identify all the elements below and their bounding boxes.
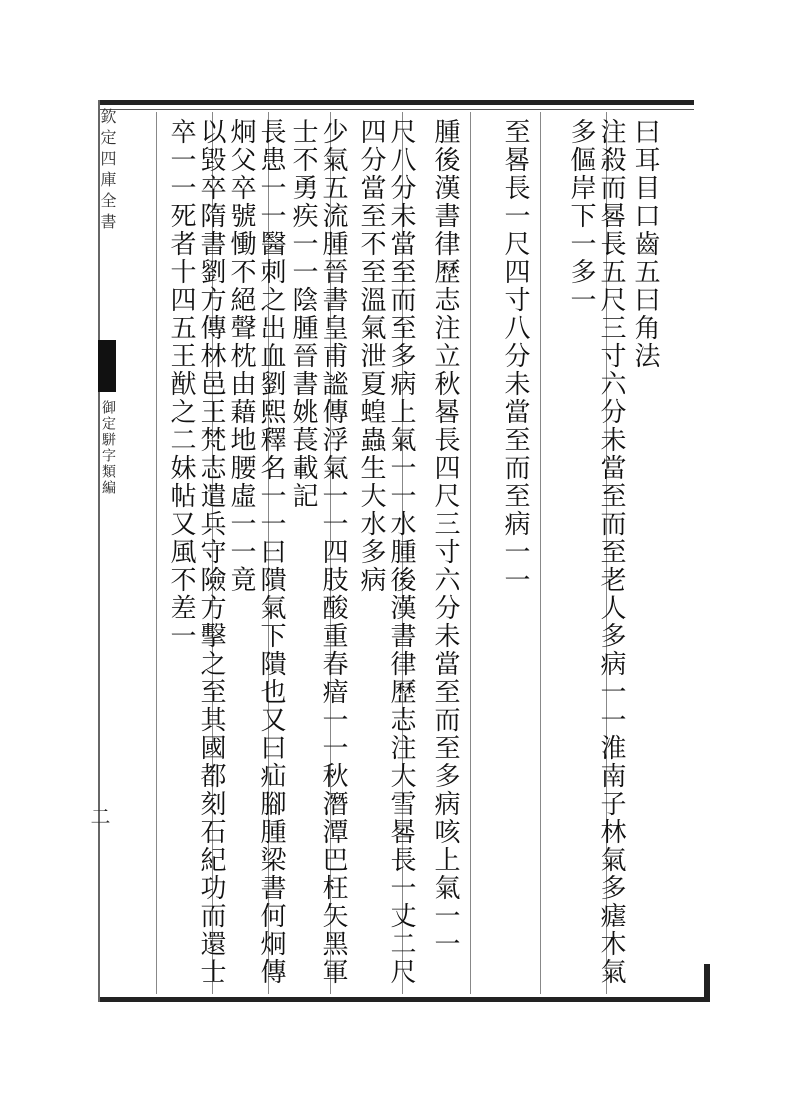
- column-divider: [470, 112, 471, 994]
- column-text: 尺八分未當至而至多病上氣一一水腫後漢書律歷志注大雪晷長一丈二尺四分當至不至溫氣泄夏蝗蟲生大水多病: [356, 118, 416, 986]
- text-column-8: [166, 118, 226, 988]
- text-column-5: [356, 118, 416, 988]
- text-column-6: [288, 118, 348, 988]
- text-column-7: [226, 118, 286, 988]
- column-text: 以毀卒隋書劉方傳林邑王梵志遣兵守險方擊之至其國都刻石紀功而還士卒一一死者十四五王猷之二妹帖又風不差一: [166, 118, 226, 986]
- text-column-4: [430, 118, 462, 988]
- margin-subtitle: 御定駢字類編: [100, 400, 116, 496]
- text-column-2: [566, 118, 626, 988]
- margin-title: 欽定四庫全書: [98, 108, 117, 234]
- top-border: [98, 100, 694, 105]
- column-text: 長患一一醫刺之出血劉熙釋名一一曰隤氣下隤也又曰疝腳腫梁書何炯傳炯父卒號慟不絕聲枕由藉地腰虛一一竟: [226, 118, 286, 986]
- column-text: 少氣五流腫晉書皇甫謐傳浮氣一一四肢酸重春瘖一一秋潛潭巴枉矢黑軍士不勇疾一一陰腫晉書姚萇載記: [288, 118, 348, 986]
- column-text: 曰耳目口齒五曰角法: [630, 118, 660, 370]
- text-column-3: [500, 118, 532, 988]
- top-border-inner: [98, 109, 694, 110]
- right-border-tab: [704, 964, 710, 1002]
- column-text: 注殺而晷長五尺三寸六分未當至而至老人多病一一淮南子林氣多瘧木氣多傴岸下一多一: [566, 118, 626, 986]
- text-column-1: [630, 118, 662, 988]
- column-divider: [156, 112, 157, 994]
- fish-tail-mark: [98, 340, 116, 392]
- page-number: 二: [87, 806, 111, 826]
- column-text: 腫後漢書律歷志注立秋晷長四尺三寸六分未當至而至多病咳上氣一一: [430, 118, 460, 958]
- column-divider: [540, 112, 541, 994]
- column-text: 至晷長一尺四寸八分未當至而至病一一: [500, 118, 530, 594]
- bottom-border: [98, 997, 708, 1002]
